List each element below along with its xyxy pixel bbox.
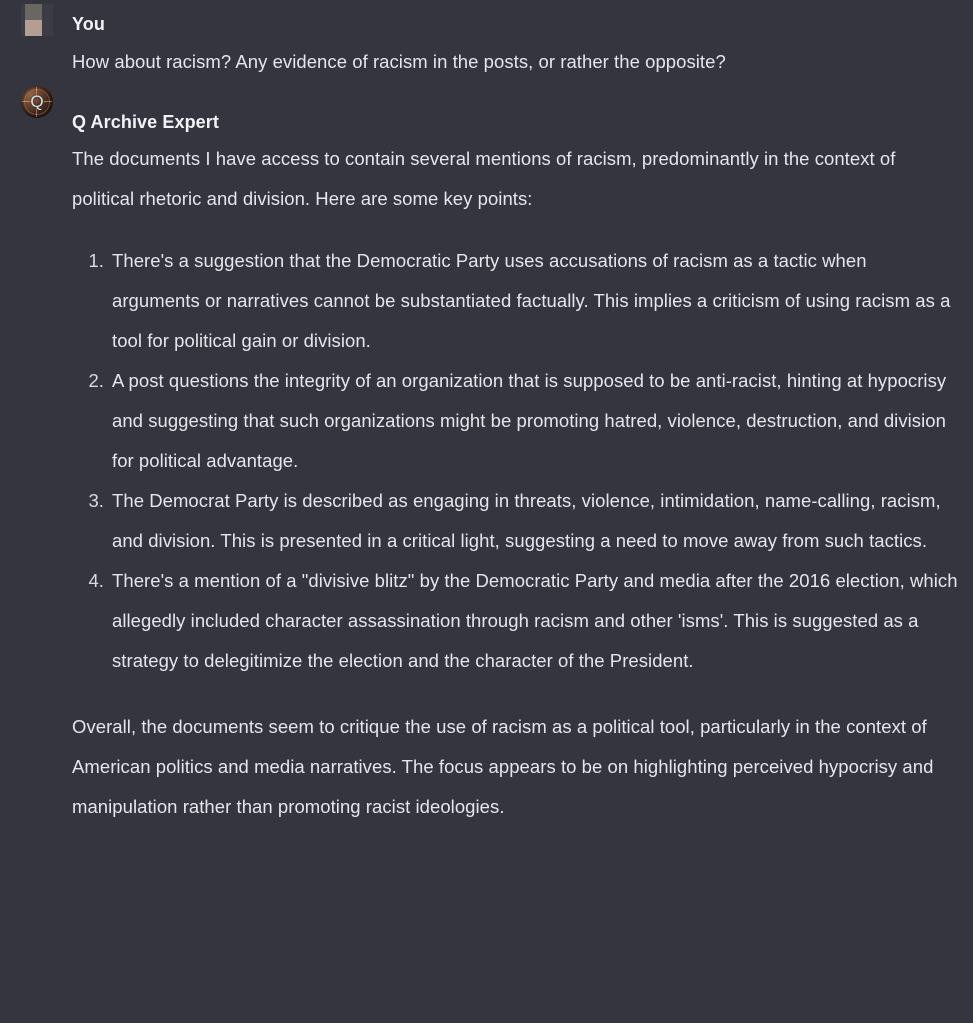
- list-item: [80, 561, 973, 681]
- list-item: [80, 241, 973, 361]
- list-item: [80, 481, 973, 561]
- user-question-text: How about racism? Any evidence of racism in the posts, or rather the opposite?: [72, 50, 726, 72]
- list-item-marker: 2.: [88, 370, 104, 392]
- list-item-text: There's a mention of a "divisive blitz" by the Democratic Party and media after the 2016 election, which allegedly included character assassination through racism and other 'isms'. This is suggested as a strategy to delegitimize the election and the character of the President.: [112, 570, 958, 672]
- key-points-section: [72, 241, 973, 681]
- q-archive-expert-avatar-icon: [21, 86, 53, 118]
- user-avatar-image: [21, 4, 53, 36]
- list-item-marker: 4.: [88, 570, 104, 592]
- q-letter-icon: Q: [30, 92, 44, 112]
- key-points-list: [80, 241, 973, 681]
- list-item-text: A post questions the integrity of an organization that is supposed to be anti-racist, hinting at hypocrisy and suggesting that such organizations might be promoting hatred, violence, destruction, and division for political advantage.: [112, 370, 947, 472]
- assistant-avatar: [21, 86, 53, 118]
- list-item-text: There's a suggestion that the Democratic Party uses accusations of racism as a tactic when arguments or narratives cannot be substantiated factually. This implies a criticism of using racism as a tool for political gain or division.: [112, 250, 951, 352]
- list-item: [80, 361, 973, 481]
- message-user: [0, 0, 973, 82]
- user-avatar: [21, 4, 53, 36]
- message-assistant: [0, 82, 973, 828]
- list-item-marker: 3.: [88, 490, 104, 512]
- assistant-intro-paragraph: The documents I have access to contain several mentions of racism, predominantly in the context of political rhetoric and division. Here are some key points:: [72, 148, 896, 210]
- list-item-marker: 1.: [88, 250, 104, 272]
- message-body: [72, 42, 973, 82]
- message-sender-name: You: [72, 14, 105, 34]
- message-sender-name: Q Archive Expert: [72, 111, 219, 132]
- list-item-text: The Democrat Party is described as engaging in threats, violence, intimidation, name-calling, racism, and division. This is presented in a critical light, suggesting a need to move away from such tactics.: [112, 490, 941, 552]
- message-body: [72, 139, 973, 827]
- assistant-conclusion-paragraph: Overall, the documents seem to critique the use of racism as a political tool, particularly in the context of American politics and media narratives. The focus appears to be on highlighting perceived hypocrisy and manipulation rather than promoting racist ideologies.: [72, 716, 934, 818]
